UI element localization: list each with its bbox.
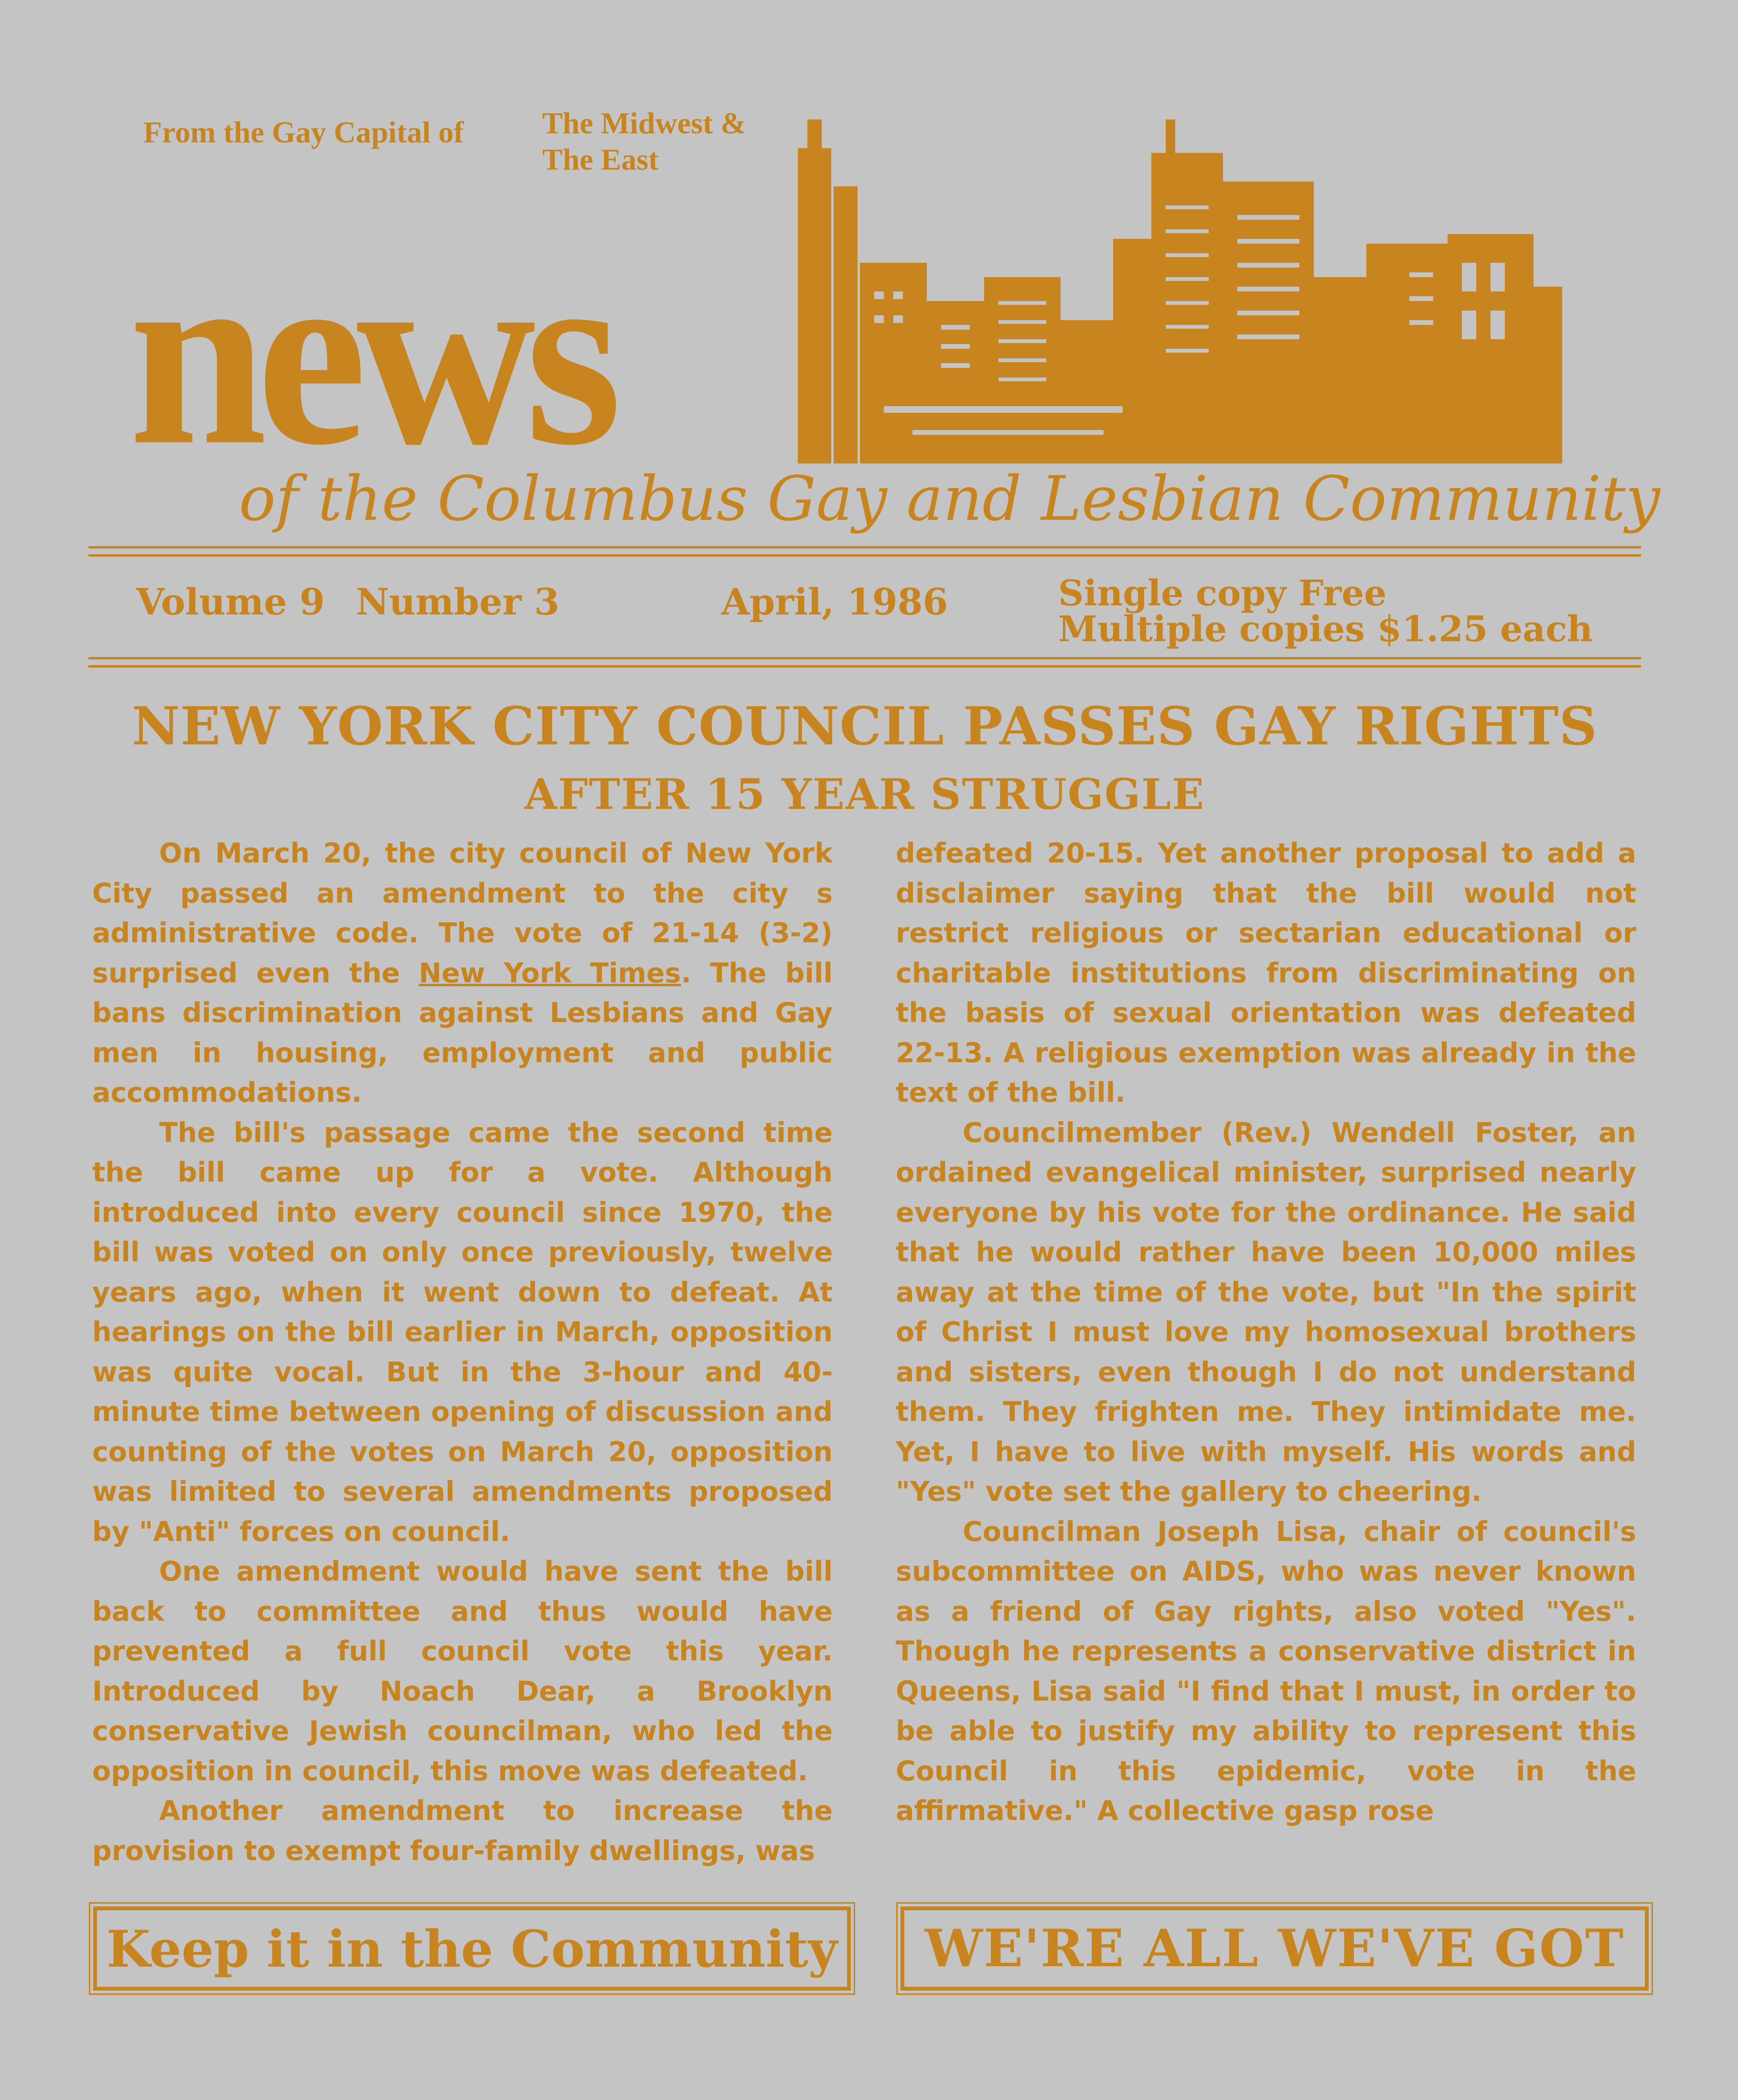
article-paragraph: defeated 20-15. Yet another proposal to add a disclaimer saying that the bill would not restrict religious or sectarian educational or charitable institutions from discriminating on the basis of sexual orientation was defeated 22-13. A religious exemption was already in the text of the bill. [896, 838, 1636, 1109]
slogan-box-right [901, 1906, 1649, 1991]
price-single: Single copy Free [1058, 573, 1387, 614]
tagline-region [542, 105, 746, 177]
article-headline: NEW YORK CITY COUNCIL PASSES GAY RIGHTS [132, 695, 1598, 757]
slogan-right-text: WE'RE ALL WE'VE GOT [924, 1918, 1625, 1979]
text-run: . The bill bans discrimination against Lesbians and Gay men in housing, employment and public accommodations. [92, 957, 833, 1109]
new-york-times-title: New York Times [418, 957, 681, 989]
article-subhead: AFTER 15 YEAR STRUGGLE [524, 769, 1205, 819]
article-paragraph: Councilman Joseph Lisa, chair of council's subcommittee on AIDS, who was never known as a friend of Gay rights, also voted "Yes". Though he represents a conservative district in Queens, Lisa said "I find that I must, in order to be able to justify my ability to represent this Council in this epidemic, vote in the affirmative." A collective gasp rose [896, 1516, 1636, 1827]
masthead-title: news [129, 210, 612, 499]
article-paragraph: Councilmember (Rev.) Wendell Foster, an ordained evangelical minister, surprised nearly everyone by his vote for the ordinance. He said that he would rather have been 10,000 miles away at the time of the vote, but "In the spirit of Christ I must love my homosexual brothers and sisters, even though I do not understand them. They frighten me. They intimidate me. Yet, I have to live with myself. His words and "Yes" vote set the gallery to cheering. [896, 1117, 1636, 1508]
article-paragraph: The bill's passage came the second time the bill came up for a vote. Although introduced into every council since 1970, the bill was voted on only once previously, twelve years ago, when it went down to defeat. At hearings on the bill earlier in March, opposition was quite vocal. But in the 3-hour and 40-minute time between opening of discussion and counting of the votes on March 20, opposition was limited to several amendments proposed by "Anti" forces on council. [92, 1117, 833, 1548]
tagline-prefix: From the Gay Capital of [143, 115, 464, 149]
issue-number: Number 3 [356, 581, 560, 623]
article-paragraph: One amendment would have sent the bill back to committee and thus would have prevented a full council vote this year. Introduced by Noach Dear, a Brooklyn conservative Jewish councilman, who led the opposition in council, this move was defeated. [92, 1556, 833, 1787]
article-column-left [92, 834, 833, 1895]
slogan-box-left [93, 1906, 851, 1991]
slogan-left-text: Keep it in the Community [106, 1918, 838, 1979]
tagline-line2: The East [542, 142, 659, 176]
tagline-line1: The Midwest & [542, 106, 746, 140]
article-paragraph [92, 834, 833, 1113]
article-paragraph: Another amendment to increase the provision to exempt four-family dwellings, was [92, 1795, 833, 1867]
header-rule-bottom-2 [88, 665, 1641, 668]
price-multiple: Multiple copies $1.25 each [1058, 609, 1593, 650]
skyline-illustration [788, 119, 1581, 463]
header-rule-top-2 [88, 554, 1641, 557]
header-rule-bottom [88, 657, 1641, 659]
header-rule-top [88, 546, 1641, 549]
masthead-subtitle: of the Columbus Gay and Lesbian Community [239, 463, 1660, 535]
issue-volume: Volume 9 [136, 581, 325, 623]
issue-price [1058, 573, 1593, 650]
text-run: On March 20, the city council of New York City passed an amendment to the city s administrative code. The vote of 21-14 (3-2) surprised even the [92, 838, 833, 989]
issue-date: April, 1986 [721, 581, 948, 623]
article-column-right [896, 834, 1636, 1895]
